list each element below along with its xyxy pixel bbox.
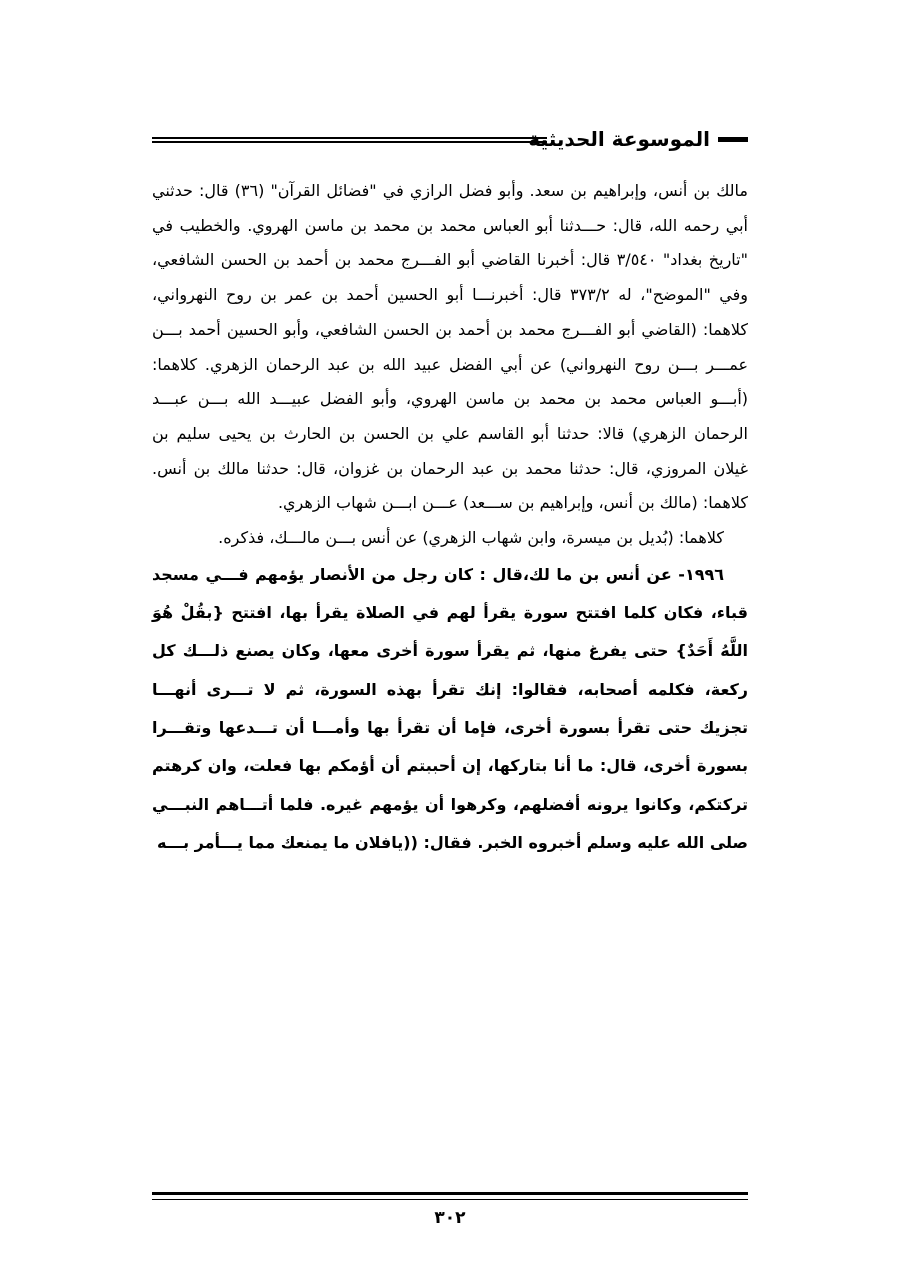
running-header: [152, 124, 748, 154]
page-number: ٣٠٢: [434, 1208, 466, 1228]
header-title: الموسوعة الحديثية: [522, 124, 716, 154]
paragraph-hadith: ١٩٩٦- عن أنس بن ما لك،قال : كان رجل من الأنصار يؤمهم فـــي مسجد قباء، فكان كلما افتتح سورة يقرأ لهم في الصلاة يقرأ بها، افتتح {بقُلْ هُوَ اللَّهُ أَحَدٌ} حتى يفرغ منها، ثم يقرأ سورة أخرى معها، وكان يصنع ذلـــك كل ركعة، فكلمه أصحابه، فقالوا: إنك تقرأ بهذه السورة، ثم لا تـــرى أنهـــا تجزيك حتى تقرأ بسورة أخرى، فإما أن تقرأ بها وأمـــا أن تـــدعها وتقـــرا بسورة أخرى، قال: ما أنا بتاركها، إن أحببتم أن أؤمكم بها فعلت، وان كرهتم تركتكم، وكانوا يرونه أفضلهم، وكرهوا أن يؤمهم غيره. فلما أتـــاهم النبـــي صلى الله عليه وسلم أخبروه الخبر. فقال: ((يافلان ما يمنعك مما يـــأمر بـــه: [152, 564, 748, 852]
header-rule-left: [152, 137, 547, 143]
page-body: [152, 174, 748, 862]
footer-rule: [152, 1192, 748, 1200]
header-rule-right: [718, 137, 748, 142]
paragraph-sources: مالك بن أنس، وإبراهيم بن سعد. وأبو فضل الرازي في "فضائل القرآن" (٣٦) قال: حدثني أبي رحمه الله، قال: حـــدثنا أبو العباس محمد بن محمد بن ماسن الهروي. والخطيب في "تاريخ بغداد" ٣/٥٤٠ قال: أخبرنا القاضي أبو الفـــرج محمد بن أحمد بن الحسن الشافعي، وفي "الموضح"، له ٣٧٣/٢ قال: أخبرنـــا أبو الحسين أحمد بن عمر بن روح النهرواني، كلاهما: (القاضي أبو الفـــرج محمد بن أحمد بن الحسن الشافعي، وأبو الحسين أحمد بـــن عمـــر بـــن روح النهرواني) عن أبي الفضل عبيد الله بن عبد الرحمان الزهري. كلاهما: (أبـــو العباس محمد بن محمد بن ماسن الهروي، وأبو الفضل عبيـــد الله بـــن عبـــد الرحمان الزهري) قالا: حدثنا أبو القاسم علي بن الحسن بن الحارث بن يحيى سليم بن غيلان المروزي، قال: حدثنا محمد بن عبد الرحمان بن غزوان، قال: حدثنا مالك بن أنس. كلاهما: (مالك بن أنس، وإبراهيم بن ســـعد) عـــن ابـــن شهاب الزهري.: [152, 181, 749, 513]
paragraph-summary: كلاهما: (بُديل بن ميسرة، وابن شهاب الزهري) عن أنس بـــن مالـــك، فذكره.: [218, 528, 724, 548]
